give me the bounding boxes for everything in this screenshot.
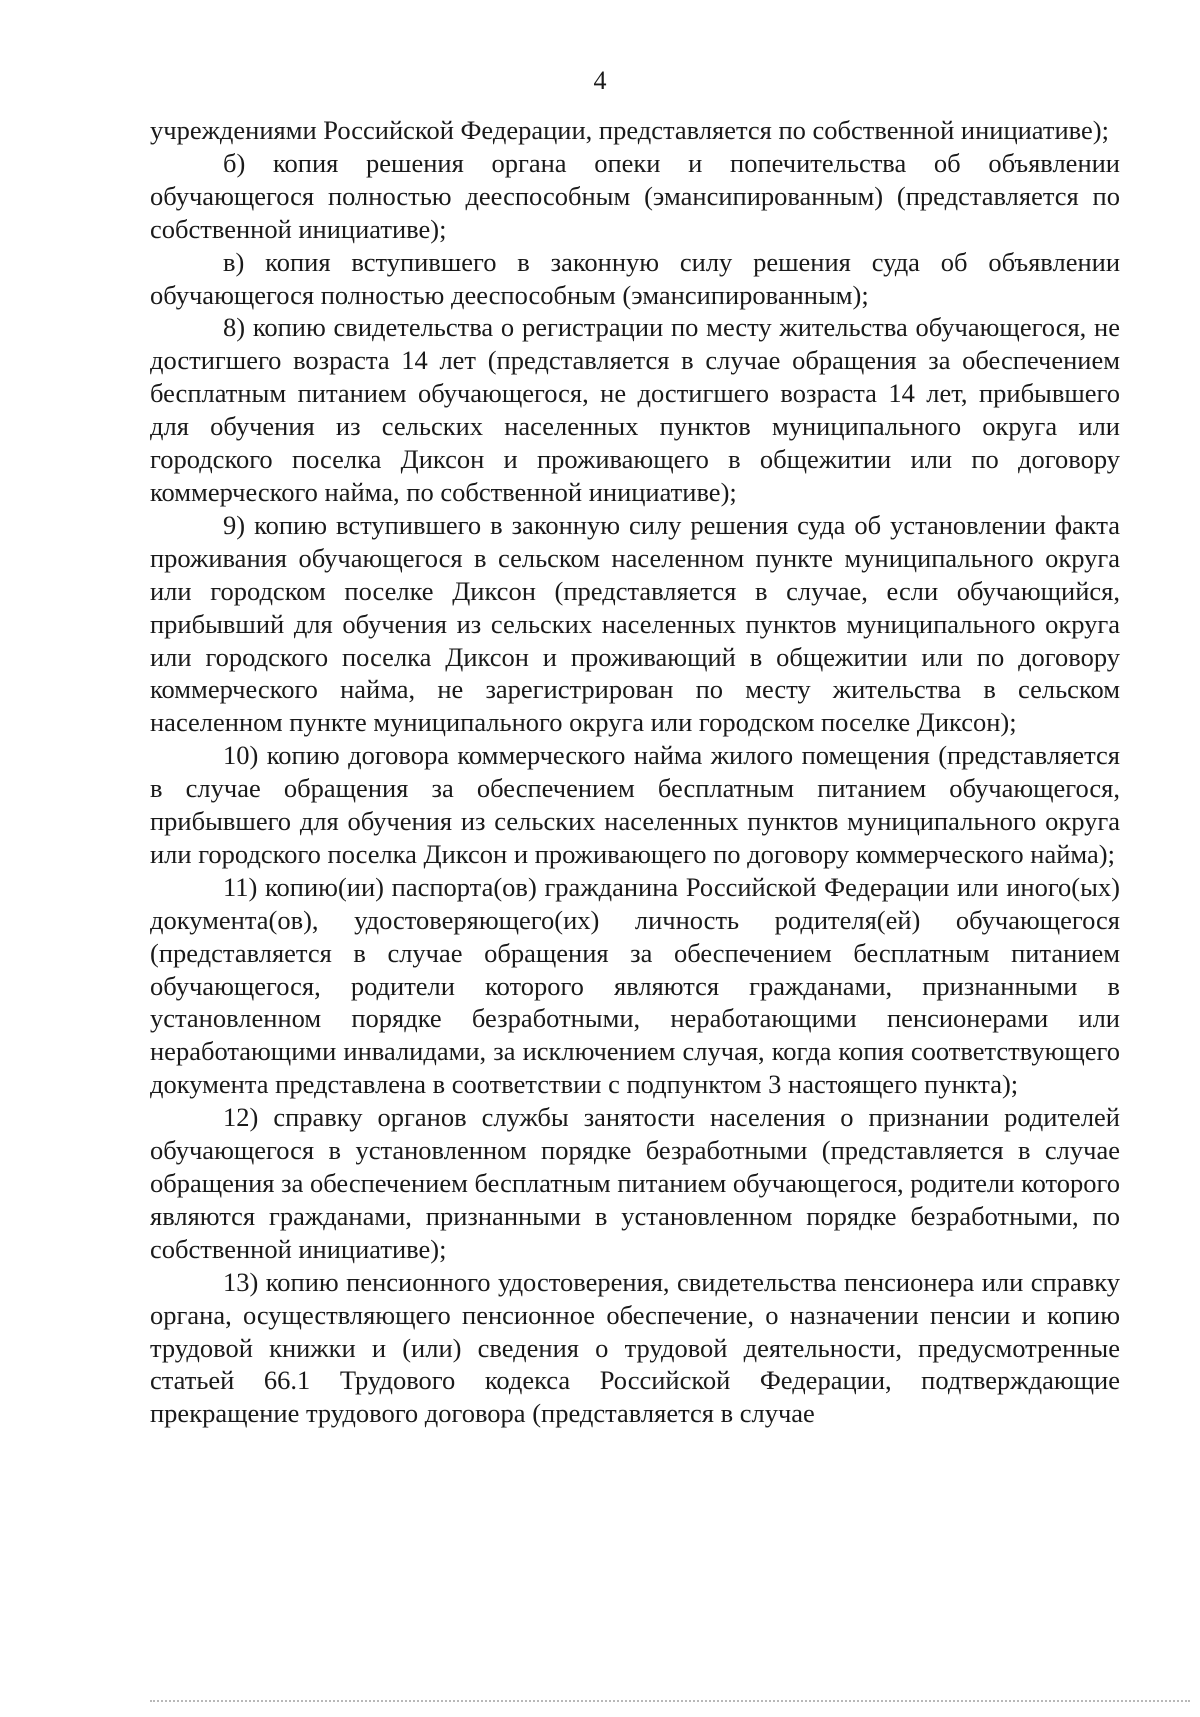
paragraph-item-8: 8) копию свидетельства о регистрации по месту жительства обучающегося, не достигшего возраста 14 лет (представляется в случае обращения за обеспечением бесплатным питанием обучающегося, не достигшего возраста 14 лет, прибывшего для обучения из сельских населенных пунктов муниципального округа или городского поселка Диксон и проживающего в общежитии или по договору коммерческого найма, по собственной инициативе); (150, 312, 1120, 507)
paragraph-continuation: учреждениями Российской Федерации, представляется по собственной инициативе); (150, 115, 1109, 145)
paragraph-item-9: 9) копию вступившего в законную силу решения суда об установлении факта проживания обучающегося в сельском населенном пункте муниципального округа или городском поселке Диксон (представляется в случае, если обучающийся, прибывший для обучения из сельских населенных пунктов муниципального округа или городского поселка Диксон и проживающий в общежитии или по договору коммерческого найма, не зарегистрирован по месту жительства в сельском населенном пункте муниципального округа или городском поселке Диксон); (150, 509, 1120, 738)
paragraph-item-12: 12) справку органов службы занятости населения о признании родителей обучающегося в установленном порядке безработными (представляется в случае обращения за обеспечением бесплатным питанием обучающегося, родители которого являются гражданами, признанными в установленном порядке безработными, по собственной инициативе); (150, 1102, 1120, 1264)
paragraph-item-v: в) копия вступившего в законную силу решения суда об объявлении обучающегося полностью дееспособным (эмансипированным); (150, 246, 1120, 310)
paragraph-item-11: 11) копию(ии) паспорта(ов) гражданина Российской Федерации или иного(ых) документа(ов), удостоверяющего(их) личность родителя(ей) обучающегося (представляется в случае обращения за обеспечением бесплатным питанием обучающегося, родители которого являются гражданами, признанными в установленном порядке безработными, неработающими пенсионерами или неработающими инвалидами, за исключением случая, когда копия соответствующего документа представлена в соответствии с подпунктом 3 настоящего пункта); (150, 871, 1120, 1100)
page-number: 4 (593, 66, 607, 95)
scan-artifact-line (150, 1700, 1190, 1705)
paragraph-item-10: 10) копию договора коммерческого найма жилого помещения (представляется в случае обращения за обеспечением бесплатным питанием обучающегося, прибывшего для обучения из сельских населенных пунктов муниципального округа или городского поселка Диксон и проживающего по договору коммерческого найма); (150, 740, 1120, 869)
paragraph-item-13: 13) копию пенсионного удостоверения, свидетельства пенсионера или справку органа, осуществляющего пенсионное обеспечение, о назначении пенсии и копию трудовой книжки и (или) сведения о трудовой деятельности, предусмотренные статьей 66.1 Трудового кодекса Российской Федерации, подтверждающие прекращение трудового договора (представляется в случае (150, 1266, 1120, 1429)
paragraph-item-b: б) копия решения органа опеки и попечительства об объявлении обучающегося полностью дееспособным (эмансипированным) (представляется по собственной инициативе); (150, 147, 1120, 244)
document-body (150, 114, 1120, 1430)
